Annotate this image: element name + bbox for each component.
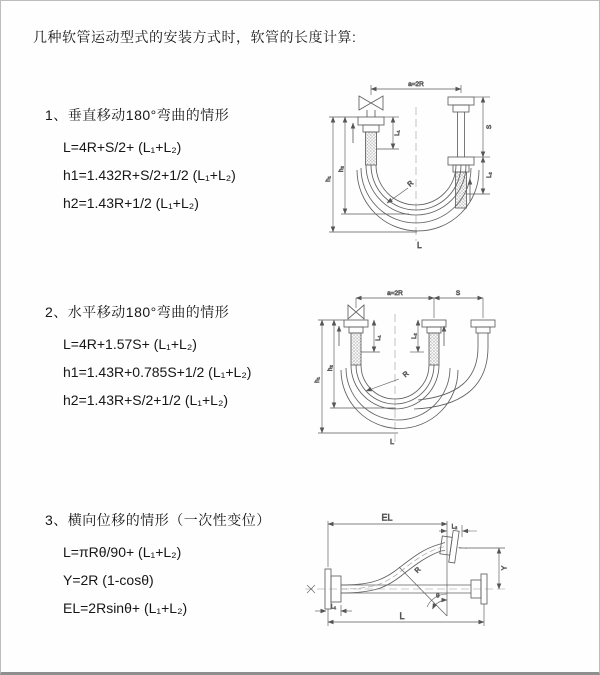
left-flange <box>358 117 384 125</box>
dim-label-l2: L₂ <box>412 333 418 339</box>
dim-label-l1: L₁ <box>395 130 401 136</box>
section-1-formula-h2: h2=1.43R+1/2 (L₁+L₂) <box>63 195 199 211</box>
hose-shifted <box>414 347 488 409</box>
dim-label-l1: L₁ <box>330 604 337 611</box>
hose-geometry <box>339 305 495 429</box>
left-flange <box>344 320 368 327</box>
page-title: 几种软管运动型式的安装方式时，软管的长度计算: <box>33 29 357 45</box>
dim-label-a2r: a=2R <box>408 81 424 88</box>
section-3-formula-Y: Y=2R (1-cosθ) <box>63 572 154 588</box>
section-1-heading: 1、垂直移动180°弯曲的情形 <box>45 107 230 123</box>
right-flange <box>471 320 495 327</box>
dim-label-el: EL <box>381 512 393 523</box>
hose-s-curve <box>341 551 445 594</box>
dim-label-a2r: a=2R <box>387 290 403 297</box>
dim-label-h1: h₁ <box>314 377 321 383</box>
dim-label-r: R <box>402 370 411 380</box>
section-1-formula-L: L=4R+S/2+ (L₁+L₂) <box>63 139 182 155</box>
dim-label-theta: θ <box>436 592 440 600</box>
hose-s-curve <box>341 543 445 586</box>
section-3-formula-EL: EL=2Rsinθ+ (L₁+L₂) <box>63 600 188 616</box>
middle-flange <box>422 320 446 327</box>
section-2 <box>45 302 315 414</box>
hose-geometry <box>307 521 487 616</box>
dim-label-h2: h₂ <box>338 165 345 173</box>
section-1-formula-h1: h1=1.432R+S/2+1/2 (L₁+L₂) <box>63 167 236 183</box>
diagram-lateral-displacement <box>299 504 599 654</box>
section-1 <box>45 105 315 217</box>
dim-label-l2: L₂ <box>487 172 493 178</box>
left-braid-section <box>351 333 361 365</box>
dim-label-r: R <box>413 566 423 575</box>
dimensions <box>325 81 493 250</box>
hose-centerline <box>341 547 445 590</box>
dimensions <box>315 513 509 627</box>
radius-construction-line <box>399 567 447 616</box>
section-2-formula-L: L=4R+1.57S+ (L₁+L₂) <box>63 336 197 352</box>
dimensions <box>314 290 483 446</box>
left-braid-section <box>366 132 377 165</box>
valve-icon <box>359 96 383 110</box>
dim-label-r: R <box>406 179 416 189</box>
dim-label-h1: h₁ <box>325 176 332 182</box>
angle-arc <box>433 600 448 609</box>
dim-label-s: S <box>486 124 493 130</box>
dim-label-l2: L₂ <box>451 524 458 531</box>
dim-label-s: S <box>455 290 461 297</box>
section-2-formula-h1: h1=1.43R+0.785S+1/2 (L₁+L₂) <box>63 364 252 380</box>
section-3-formula-L: L=πRθ/90+ (L₁+L₂) <box>63 544 182 560</box>
right-upper-flange <box>448 97 474 105</box>
section-3 <box>45 510 315 622</box>
diagram-horizontal-180-bend <box>306 284 596 454</box>
radius-leader <box>366 379 399 391</box>
right-lower-flange <box>448 157 474 165</box>
dim-label-length: L <box>417 240 422 250</box>
dim-label-length: L <box>399 611 405 621</box>
dim-label-y: Y <box>501 565 509 571</box>
section-2-formula-h2: h2=1.43R+S/2+1/2 (L₁+L₂) <box>63 392 229 408</box>
diagram-vertical-180-bend <box>313 71 578 253</box>
dim-label-h2: h₂ <box>327 364 334 372</box>
middle-braid-section <box>429 333 439 365</box>
section-2-heading: 2、水平移动180°弯曲的情形 <box>45 304 230 320</box>
section-3-heading: 3、横向位移的情形（一次性变位） <box>45 512 271 528</box>
dim-label-l1: L₁ <box>376 335 382 341</box>
dim-label-length: L <box>390 437 395 446</box>
